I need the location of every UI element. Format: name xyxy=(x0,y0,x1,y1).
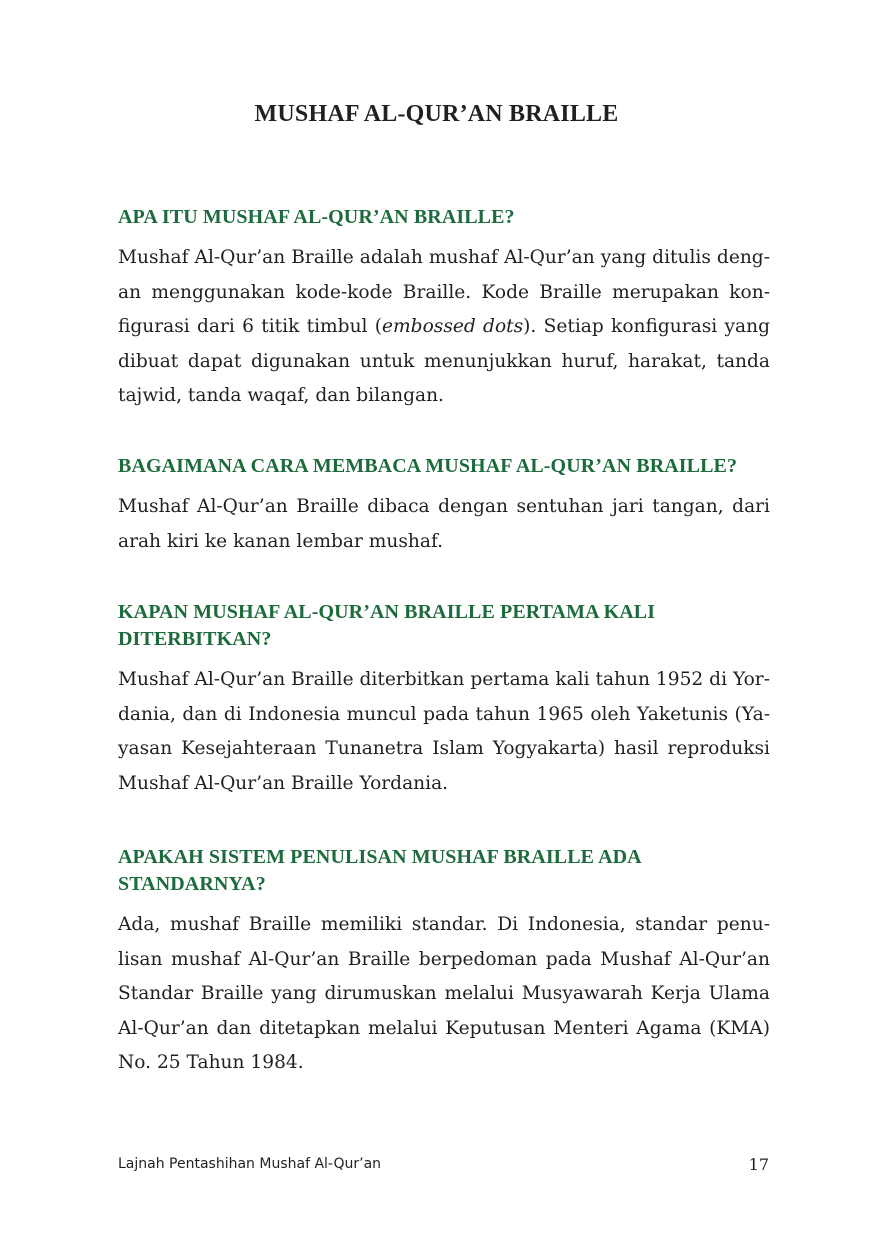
page-title: MUSHAF AL-QUR’AN BRAILLE xyxy=(254,101,619,127)
qa-section-first-published xyxy=(118,599,770,801)
answer-emphasis: embossed dots xyxy=(382,316,524,337)
qa-section-standard xyxy=(118,844,770,1081)
section-heading: APA ITU MUSHAF AL-QUR’AN BRAILLE? xyxy=(118,206,515,228)
answer-text: Mushaf Al-Qur’an Braille adalah mushaf Al-Qur’an yang ditulis dengan menggunakan kode-kode Braille. Kode Braille merupakan konfigurasi dari 6 titik timbul ( xyxy=(118,247,770,337)
section-heading: KAPAN MUSHAF AL-QUR’AN BRAILLE PERTAMA KALI DITERBITKAN? xyxy=(118,601,656,650)
section-answer: Ada, mushaf Braille memiliki standar. Di Indonesia, standar penulisan mushaf Al-Qur’an Braille berpedoman pada Mushaf Al-Qur’an Standar Braille yang dirumuskan melalui Musyawarah Kerja Ulama Al-Qur’an dan ditetapkan melalui Keputusan Menteri Agama (KMA) No. 25 Tahun 1984. xyxy=(118,914,770,1073)
section-heading: BAGAIMANA CARA MEMBACA MUSHAF AL-QUR’AN BRAILLE? xyxy=(118,455,738,477)
section-answer: Mushaf Al-Qur’an Braille dibaca dengan sentuhan jari tangan, dari arah kiri ke kanan lembar mushaf. xyxy=(118,496,770,552)
qa-section-what-is xyxy=(118,204,770,414)
section-answer: Mushaf Al-Qur’an Braille diterbitkan pertama kali tahun 1952 di Yordania, dan di Indonesia muncul pada tahun 1965 oleh Yaketunis (Yayasan Kesejahteraan Tunanetra Islam Yogyakarta) hasil reproduksi Mushaf Al-Qur’an Braille Yordania. xyxy=(118,669,770,794)
answer-text: ). Setiap konfigurasi yang dibuat dapat digunakan untuk menunjukkan huruf, harakat, tanda tajwid, tanda waqaf, dan bilangan. xyxy=(118,316,770,406)
section-heading: APAKAH SISTEM PENULISAN MUSHAF BRAILLE ADA STANDARNYA? xyxy=(118,846,641,895)
qa-section-how-to-read xyxy=(118,453,770,559)
section-answer xyxy=(118,241,770,414)
page-number: 17 xyxy=(748,1155,769,1174)
footer-publisher: Lajnah Pentashihan Mushaf Al-Qur’an xyxy=(118,1156,382,1172)
